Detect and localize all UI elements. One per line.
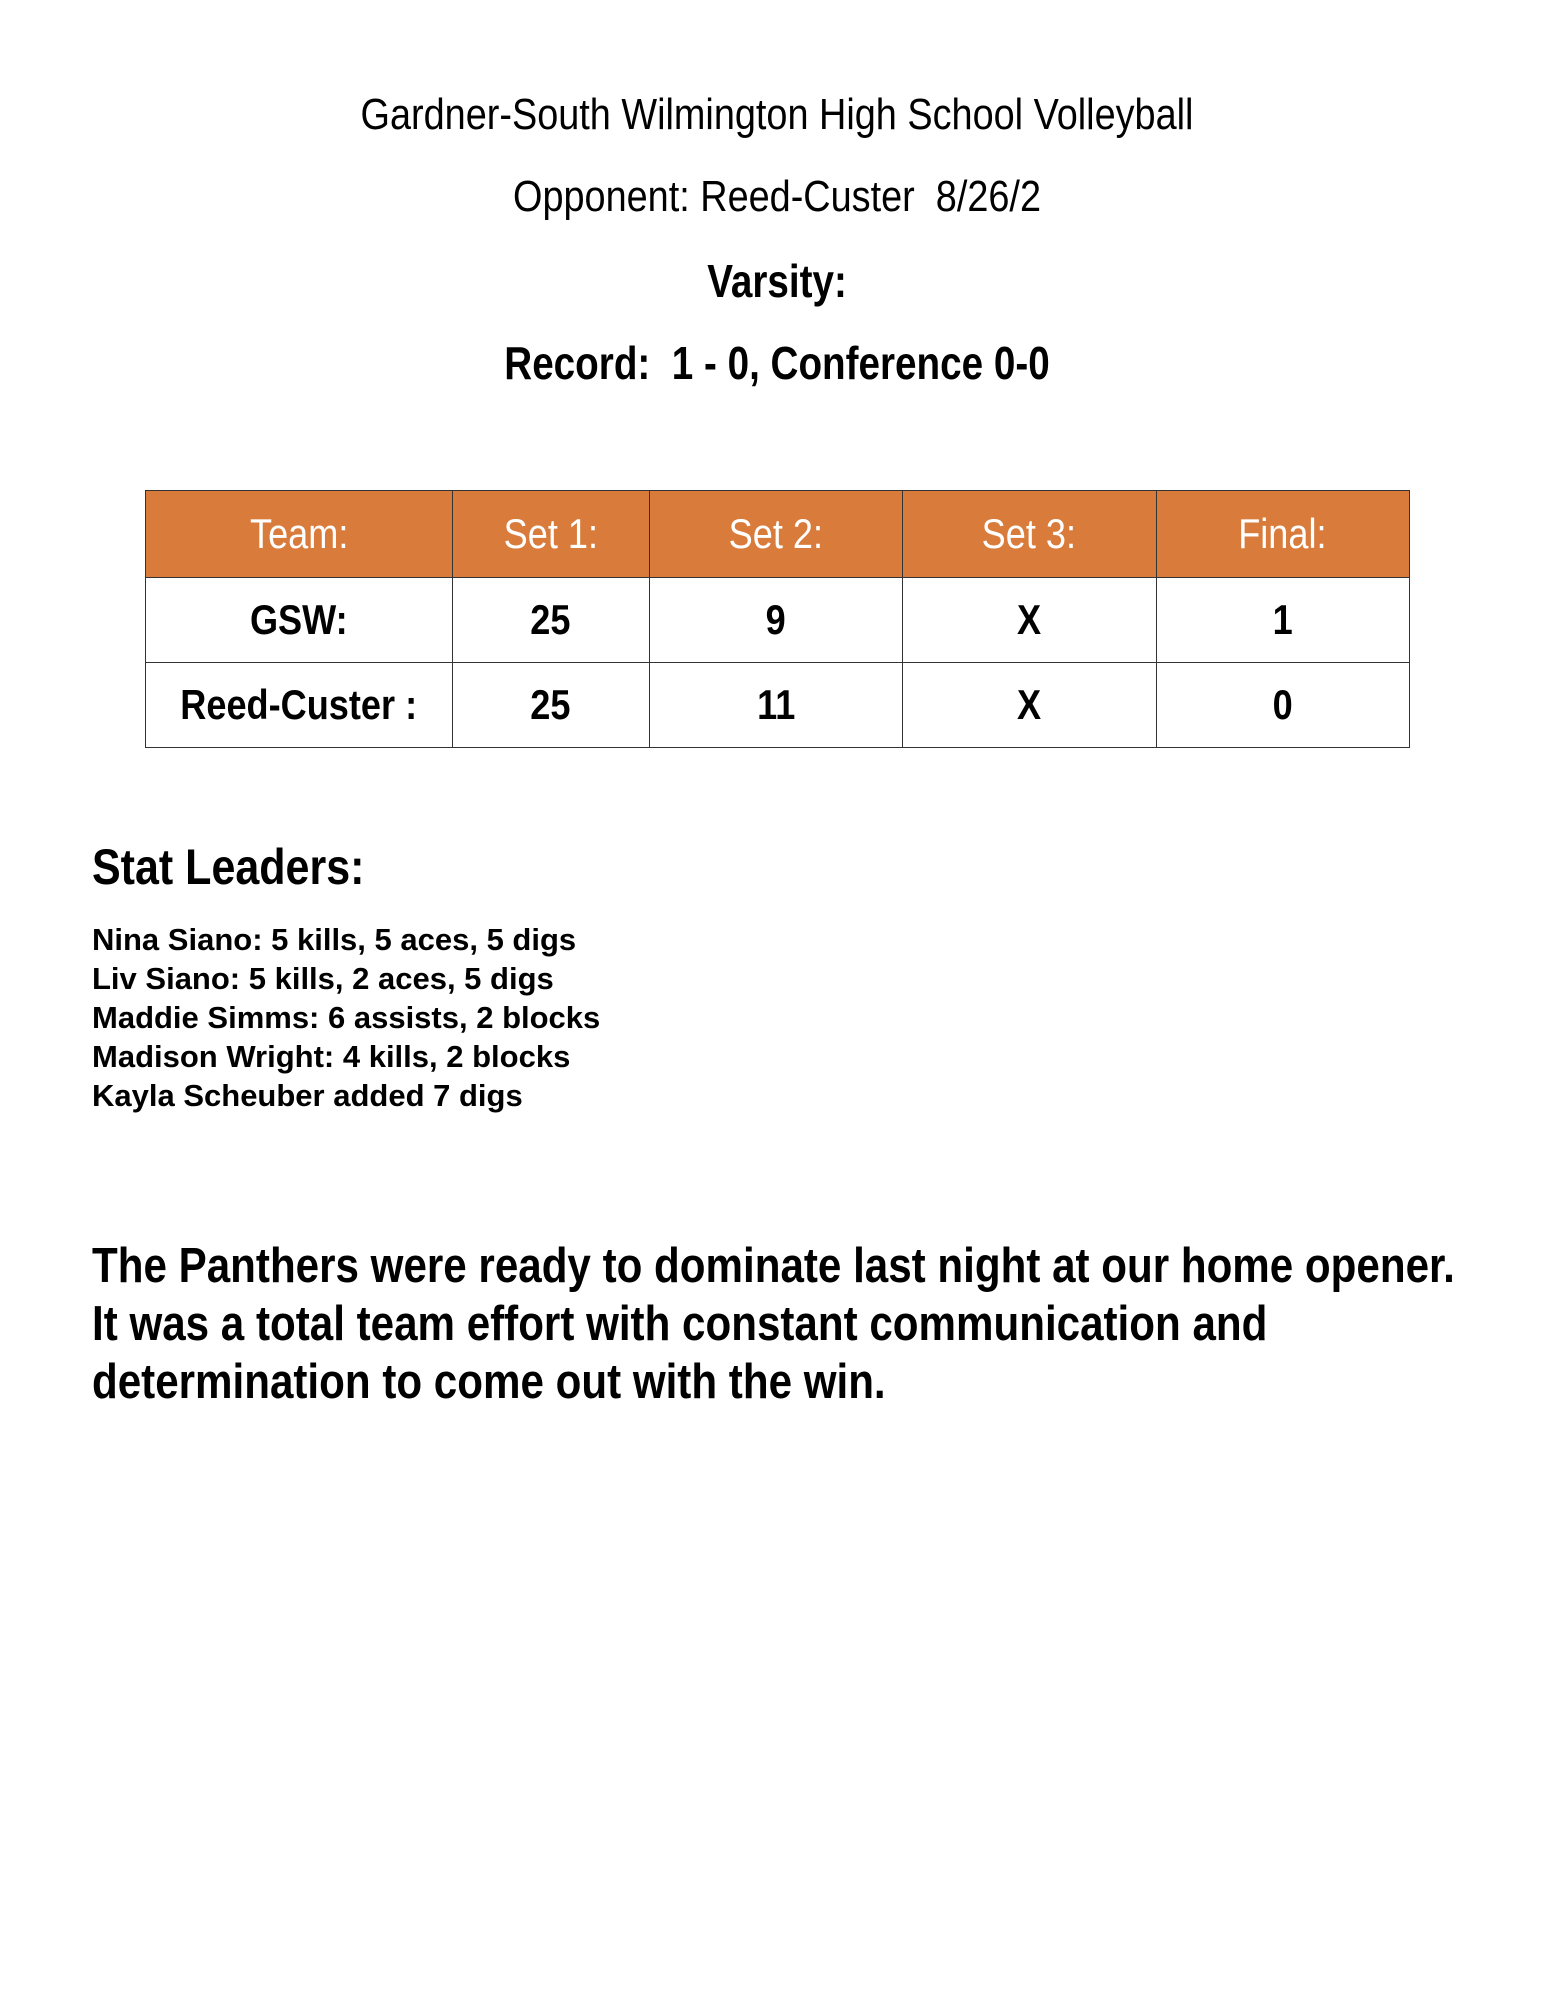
column-header-set-2: Set 2: [649, 491, 902, 578]
level-heading: Varsity: [707, 255, 847, 307]
team-name-cell: GSW: [146, 578, 453, 663]
final-score-cell: 1 [1156, 578, 1409, 663]
document-title: Gardner-South Wilmington High School Volleyball [360, 90, 1194, 139]
column-header-final: Final: [1156, 491, 1409, 578]
set-3-score-cell: X [903, 663, 1156, 748]
list-item: Madison Wright: 4 kills, 2 blocks [92, 1039, 571, 1074]
column-header-team: Team: [146, 491, 453, 578]
stat-leaders-list [92, 920, 600, 1115]
set-2-score-cell: 9 [649, 578, 902, 663]
column-header-set-1: Set 1: [452, 491, 649, 578]
summary-line: It was a total team effort with constant communication and [92, 1297, 1268, 1351]
scoreboard-header-row [146, 491, 1410, 578]
team-name-cell: Reed-Custer : [146, 663, 453, 748]
list-item: Liv Siano: 5 kills, 2 aces, 5 digs [92, 961, 554, 996]
list-item: Maddie Simms: 6 assists, 2 blocks [92, 1000, 601, 1035]
column-header-set-3: Set 3: [903, 491, 1156, 578]
set-3-score-cell: X [903, 578, 1156, 663]
opponent-line: Opponent: Reed-Custer 8/26/2 [513, 172, 1041, 221]
final-score-cell: 0 [1156, 663, 1409, 748]
set-2-score-cell: 11 [649, 663, 902, 748]
scoreboard-table [145, 490, 1410, 748]
table-row [146, 578, 1410, 663]
record-line: Record: 1 - 0, Conference 0-0 [504, 337, 1050, 389]
stat-leaders-heading: Stat Leaders: [92, 839, 365, 895]
table-row [146, 663, 1410, 748]
list-item: Nina Siano: 5 kills, 5 aces, 5 digs [92, 922, 577, 957]
game-summary [92, 1237, 1512, 1411]
summary-line: The Panthers were ready to dominate last night at our home opener. [92, 1239, 1455, 1293]
list-item: Kayla Scheuber added 7 digs [92, 1078, 523, 1113]
summary-line: determination to come out with the win. [92, 1355, 886, 1409]
set-1-score-cell: 25 [452, 578, 649, 663]
set-1-score-cell: 25 [452, 663, 649, 748]
